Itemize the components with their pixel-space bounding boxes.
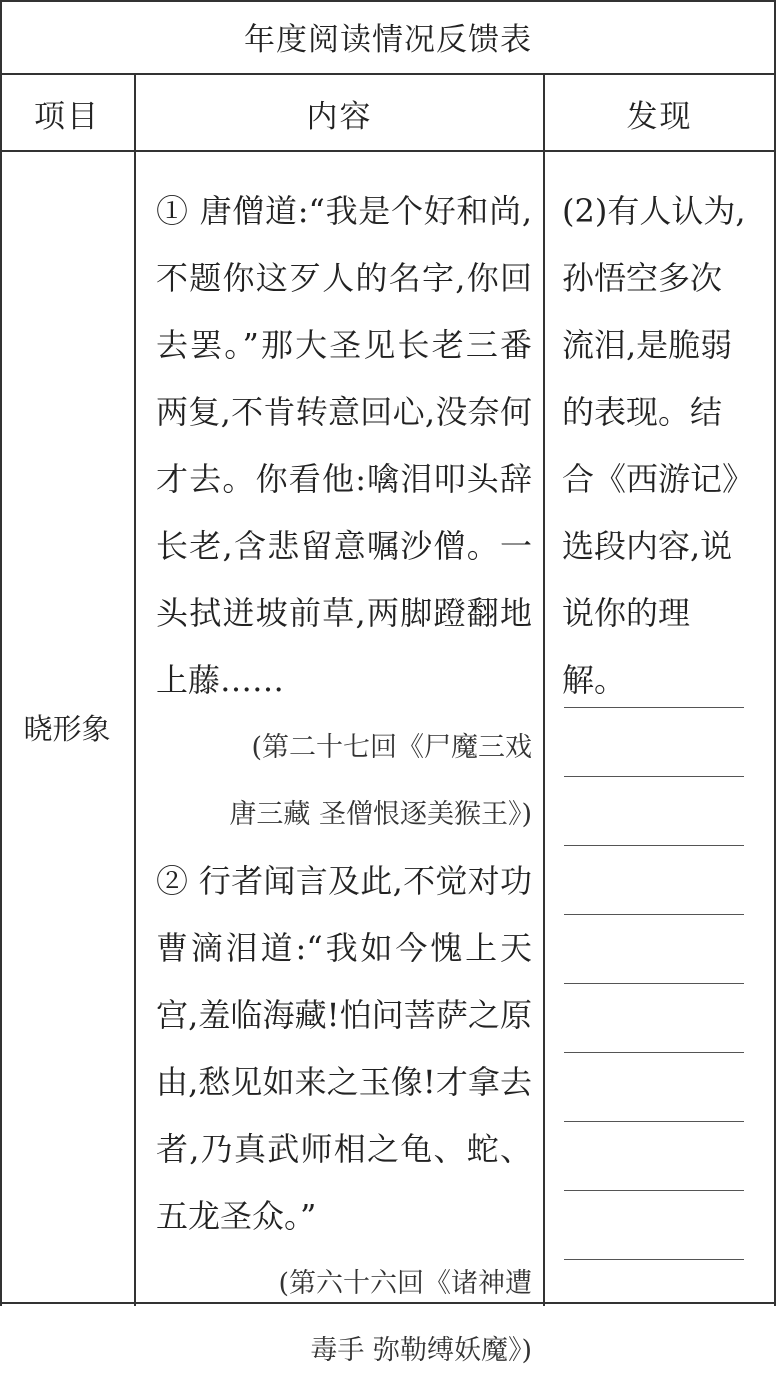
source-1-line-1: (第二十七回《尸魔三戏 [251, 732, 532, 763]
source-2-line-2: 毒手 弥勒缚妖魔》) [310, 1335, 532, 1366]
header-item: 项目 [34, 98, 100, 135]
table-title: 年度阅读情况反馈表 [244, 21, 532, 58]
content-cell [156, 178, 532, 1384]
answer-line[interactable] [564, 707, 744, 708]
title-divider [0, 73, 776, 75]
column-divider-1 [134, 74, 136, 1306]
column-divider-2 [543, 74, 545, 1306]
source-1-line-2: 唐三藏 圣僧恨逐美猴王》) [229, 799, 532, 830]
source-2-line-1: (第六十六回《诸神遭 [278, 1268, 532, 1299]
answer-line[interactable] [564, 1190, 744, 1191]
answer-line[interactable] [564, 914, 744, 915]
header-finding: 发现 [626, 98, 693, 135]
header-content: 内容 [306, 98, 373, 135]
answer-line[interactable] [564, 845, 744, 846]
row-item-label: 晓形象 [23, 711, 111, 746]
answer-line[interactable] [564, 1259, 744, 1260]
answer-line[interactable] [564, 1052, 744, 1053]
answer-line[interactable] [564, 776, 744, 777]
finding-question: (2)有人认为,孙悟空多次流泪,是脆弱的表现。结合《西游记》选段内容,说说你的理解。 [562, 192, 746, 699]
passage-1: ① 唐僧道:“我是个好和尚,不题你这歹人的名字,你回去罢。”那大圣见长老三番两复,不肯转意回心,没奈何才去。你看他:噙泪叩头辞长老,含悲留意嘱沙僧。一头拭迸坡前草,两脚蹬翻地上藤…… [156, 192, 532, 699]
passage-2: ② 行者闻言及此,不觉对功曹滴泪道:“我如今愧上天宫,羞临海藏!怕问菩萨之原由,愁见如来之玉像!才拿去者,乃真武师相之龟、蛇、五龙圣众。” [156, 862, 532, 1235]
answer-line[interactable] [564, 983, 744, 984]
answer-line[interactable] [564, 1121, 744, 1122]
